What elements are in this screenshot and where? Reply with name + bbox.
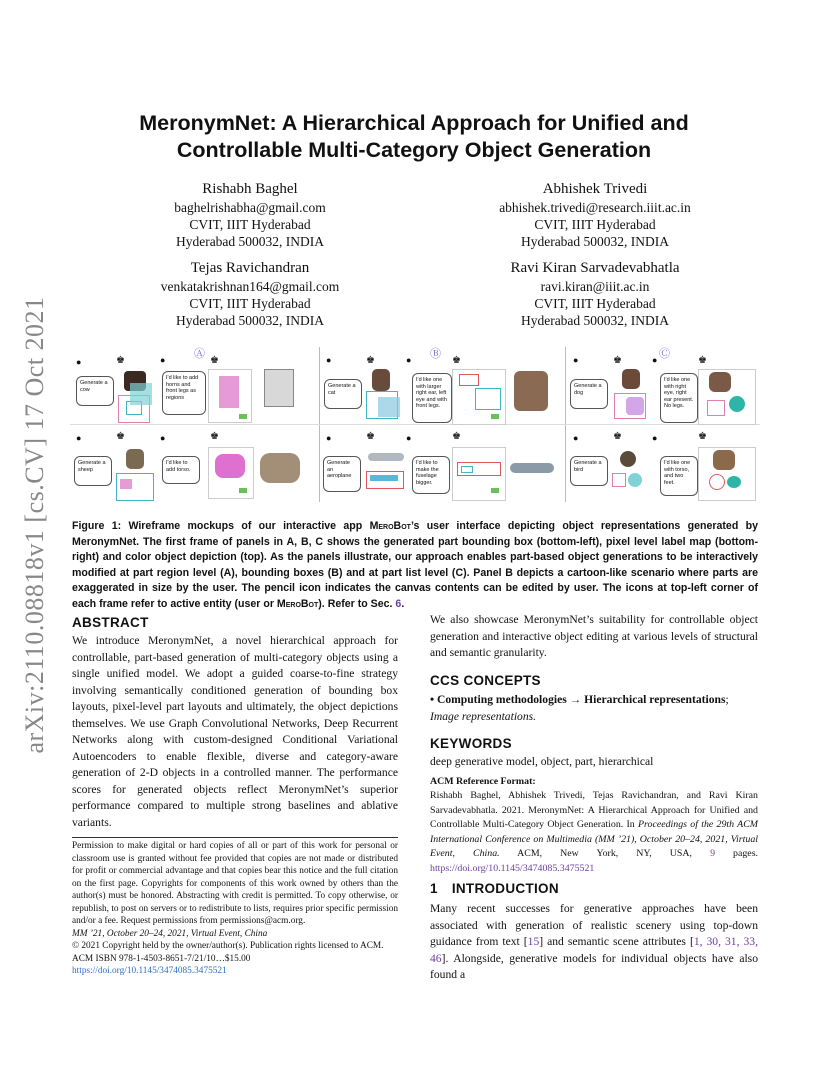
caption-text: ) and at part list level (	[338, 566, 456, 579]
arxiv-id: arXiv:2110.08818v1 [cs.CV] 17 Oct 2021	[20, 296, 49, 754]
caption-text: depicts a cartoon-like scenario where parts are exaggerated in size by the user. The pencil icon indicates the canvas contents can be edited by user. The icons at top-left corner of each frame refer to active entity (user or	[72, 566, 758, 610]
aeroplane-image	[368, 453, 404, 461]
intro-text: Many recent successes for generative approaches have been associated with generation of realistic scenery using top-down guidance from text [	[430, 902, 758, 948]
user-icon: ●	[326, 355, 332, 365]
robot-icon: ♚	[698, 431, 707, 442]
caption-text: ’s user interface depicting object representations generated by MeronymNet. The first frame of panels in	[72, 520, 758, 548]
label-map	[727, 476, 741, 488]
introduction-heading	[430, 881, 559, 896]
author-email: abhishek.trivedi@research.iiit.ac.in	[499, 200, 691, 215]
author-email: ravi.kiran@iiit.ac.in	[540, 279, 650, 294]
chat-bubble-edit: I'd like one with larger right ear, left eye and with front legs.	[412, 373, 452, 423]
footnote-block	[72, 840, 398, 978]
author-addr: Hyderabad 500032, INDIA	[520, 313, 670, 328]
caption-text: .	[401, 597, 405, 610]
user-icon: ●	[326, 433, 332, 443]
author-org: CVIT, IIIT Hyderabad	[189, 217, 311, 232]
chat-bubble-edit: I'd like one with right eye, right ear present. No legs.	[660, 373, 698, 423]
figure-caption	[72, 519, 758, 612]
panel-ref: B	[331, 566, 339, 579]
author-org: CVIT, IIIT Hyderabad	[534, 296, 656, 311]
citation-link[interactable]: 15	[527, 935, 540, 948]
frame-cat	[366, 369, 406, 421]
bbox-layout	[612, 473, 626, 487]
robot-icon: ♚	[613, 431, 622, 442]
ccs-rest: Image representations.	[430, 709, 537, 723]
pencil-icon	[239, 488, 247, 493]
abstract-heading: ABSTRACT	[72, 615, 149, 630]
part-region	[219, 376, 239, 408]
user-icon: ●	[406, 355, 412, 365]
user-icon: ●	[652, 433, 658, 443]
user-icon: ●	[406, 433, 412, 443]
acm-ref-heading: ACM Reference Format:	[430, 776, 536, 787]
chat-bubble-request: Generate an aeroplane	[323, 456, 361, 492]
user-icon: ●	[76, 433, 82, 443]
user-icon: ●	[573, 433, 579, 443]
label-map	[370, 475, 398, 481]
caption-text: ). Panel	[463, 566, 506, 579]
caption-text: ). Refer to Sec.	[318, 597, 396, 610]
aeroplane-output-image	[510, 463, 554, 473]
ccs-bullet: • Computing methodologies → Hierarchical representations	[430, 693, 726, 706]
user-icon: ●	[160, 355, 166, 365]
author-block-3	[130, 258, 370, 329]
dog-image	[709, 372, 731, 392]
label-map	[120, 479, 132, 489]
user-icon: ●	[76, 357, 82, 367]
label-map	[626, 397, 644, 415]
output-frame	[698, 447, 756, 501]
bbox-layout	[707, 400, 725, 416]
isbn-line: ACM ISBN 978-1-4503-8651-7/21/10…$15.00	[72, 953, 251, 964]
acm-ref-part: pages.	[715, 848, 759, 860]
author-block-1	[130, 179, 370, 250]
cat-output-image	[514, 371, 548, 411]
copyright-line: © 2021 Copyright held by the owner/author(s). Publication rights licensed to ACM.	[72, 941, 384, 951]
author-addr: Hyderabad 500032, INDIA	[175, 313, 325, 328]
chat-bubble-request: Generate a cat	[324, 379, 362, 409]
chat-bubble-request: Generate a cow	[76, 376, 114, 406]
figure-label: Figure 1:	[72, 520, 122, 532]
user-icon: ●	[652, 355, 658, 365]
label-map	[378, 397, 400, 417]
author-email: baghelrishabha@gmail.com	[174, 200, 326, 215]
ccs-concepts: • Computing methodologies → Hierarchical representations; Image representations.	[430, 692, 758, 725]
bird-image	[713, 450, 735, 470]
frame-sheep	[116, 447, 156, 501]
permission-notice: Permission to make digital or hard copies of all or part of this work for personal or classroom use is granted without fee provided that copies are not made or distributed for profit or commercial advantage and that copies bear this notice and the full citation on the first page. Copyrights for components of this work owned by others than the author(s) must be honored. Abstracting with credit is permitted. To copy otherwise, or republish, to post on servers or to redistribute to lists, requires prior specific permission and/or a fee. Request permissions from permissions@acm.org.	[72, 841, 398, 926]
section-link[interactable]: 6	[395, 597, 402, 610]
user-icon: ●	[573, 355, 579, 365]
label-map	[628, 473, 642, 487]
editable-canvas	[208, 369, 252, 423]
merobot-name: MeroBot	[276, 597, 319, 610]
panel-label-b: Ⓑ	[430, 347, 441, 360]
chat-bubble-edit: I'd like one with torso, and two feet.	[660, 456, 698, 496]
figure-divider	[70, 424, 760, 425]
sheep-output-image	[260, 453, 300, 483]
author-addr: Hyderabad 500032, INDIA	[520, 234, 670, 249]
merobot-name: MeroBot	[369, 520, 411, 532]
editable-canvas	[452, 369, 506, 425]
panel-label-a: Ⓐ	[194, 347, 205, 360]
panel-label-c: Ⓒ	[659, 347, 670, 360]
author-name: Rishabh Baghel	[202, 181, 298, 197]
panel-ref: B	[505, 566, 513, 579]
pages-link[interactable]: 9	[710, 848, 715, 860]
author-org: CVIT, IIIT Hyderabad	[534, 217, 656, 232]
caption-text: shows the generated part bounding box (bottom-left), pixel level label map (bottom-right) and color object depiction (top). As the panels illustrate, our approach enables part-based object generations to be interactively modified at part region level (	[72, 535, 758, 579]
acm-ref-text	[430, 789, 758, 877]
footnote-divider	[72, 837, 398, 838]
keywords-text: deep generative model, object, part, hierarchical	[430, 755, 654, 768]
bbox-layout	[709, 474, 725, 490]
bbox-layout	[461, 466, 473, 473]
chat-bubble-request: Generate a sheep	[74, 456, 112, 486]
author-name: Abhishek Trivedi	[542, 181, 648, 197]
pencil-icon	[491, 488, 499, 493]
author-block-2	[455, 179, 735, 250]
ccs-heading: CCS CONCEPTS	[430, 673, 541, 688]
cow-image	[264, 369, 294, 407]
panel-ref: C	[455, 566, 464, 579]
frame-bird	[612, 447, 652, 499]
robot-icon: ♚	[366, 355, 375, 366]
acm-ref-part: Rishabh Baghel, Abhishek Trivedi, Tejas Ravichandran, and Ravi Kiran Sarvadevabhatla. 2021. MeronymNet: A Hierarchical Approach for Unified and Controllable Multi-Category Object Generation. In	[430, 790, 758, 831]
title-line-1: MeronymNet: A Hierarchical Approach for Unified and	[139, 111, 689, 135]
intro-text: ] and semantic scene attributes [	[539, 935, 694, 948]
editable-canvas	[452, 447, 506, 501]
caption-text: ), bounding boxes (	[231, 566, 332, 579]
intro-paragraph: We also showcase MeronymNet’s suitability for controllable object generation and interactive object editing at various levels of structural and semantic granularity.	[430, 613, 758, 659]
caption-text: Wireframe mockups of our interactive app	[121, 520, 370, 532]
robot-icon: ♚	[366, 431, 375, 442]
title-line-2: Controllable Multi-Category Object Generation	[176, 138, 652, 162]
section-number: 1	[430, 881, 438, 896]
part-region	[215, 454, 245, 478]
chat-bubble-request: Generate a bird	[570, 456, 608, 486]
chat-bubble-edit: I'd like to add horns and front legs as regions	[162, 371, 206, 415]
introduction-text	[430, 901, 758, 984]
output-frame	[698, 369, 756, 425]
robot-icon: ♚	[210, 355, 219, 366]
author-email: venkatakrishnan164@gmail.com	[160, 279, 340, 294]
conference-line: MM ’21, October 20–24, 2021, Virtual Event, China	[72, 928, 268, 939]
arxiv-sidebar	[20, 290, 50, 760]
intro-text: ]. Alongside, generative models for individual objects have also found a	[430, 951, 758, 981]
author-org: CVIT, IIIT Hyderabad	[189, 296, 311, 311]
chat-bubble-edit: I'd like to add torso.	[162, 456, 200, 484]
user-icon: ●	[160, 433, 166, 443]
acm-ref-part: ACM, New York, NY, USA,	[499, 848, 711, 860]
chat-bubble-request: Generate a dog	[570, 379, 608, 409]
frame-dog	[612, 369, 652, 421]
section-title: INTRODUCTION	[451, 881, 559, 896]
author-block-4	[455, 258, 735, 329]
sheep-image	[126, 449, 144, 469]
figure-1	[70, 343, 760, 506]
robot-icon: ♚	[698, 355, 707, 366]
editable-canvas	[208, 447, 254, 499]
paper-title	[0, 110, 828, 164]
label-map	[130, 383, 152, 405]
keywords-heading: KEYWORDS	[430, 736, 512, 751]
abstract-text: We introduce MeronymNet, a novel hierarchical approach for controllable, part-based generation of multi-category objects using a single unified model. We adopt a guided coarse-to-fine strategy involving semantically conditioned generation of bounding box layouts, pixel-level part layouts and ultimately, the object depictions themselves. We use Graph Convolutional Networks, Deep Recurrent Networks along with custom-designed Conditional Variational Autoencoders to enable flexible, diverse and category-aware generation of 2-D objects in a controlled manner. The performance scores for generated objects reflect MeronymNet’s superior performance compared to multiple strong baselines and ablative variants.	[72, 634, 398, 829]
acm-ref-venue: Proceedings of the 29th ACM International Conference on Multimedia (MM ’21), October 20–24, 2021, Virtual Event, China.	[430, 819, 759, 860]
frame-aeroplane	[364, 447, 408, 501]
chat-bubble-edit: I'd like to make the fuselage bigger.	[412, 456, 450, 494]
robot-icon: ♚	[613, 355, 622, 366]
robot-icon: ♚	[452, 355, 461, 366]
bbox-layout	[459, 374, 479, 386]
acm-doi-link[interactable]: https://doi.org/10.1145/3474085.3475521	[430, 862, 595, 874]
bird-image	[620, 451, 636, 467]
pencil-icon	[239, 414, 247, 419]
cat-image	[372, 369, 390, 391]
robot-icon: ♚	[116, 355, 125, 366]
dog-image	[622, 369, 640, 389]
robot-icon: ♚	[210, 431, 219, 442]
citation-link[interactable]: 1, 30, 31, 33, 46	[430, 935, 758, 965]
author-name: Tejas Ravichandran	[190, 260, 310, 276]
robot-icon: ♚	[116, 431, 125, 442]
panel-ref: A	[223, 566, 232, 579]
label-map	[729, 396, 745, 412]
doi-link[interactable]: https://doi.org/10.1145/3474085.3475521	[72, 966, 227, 976]
author-name: Ravi Kiran Sarvadevabhatla	[510, 260, 680, 276]
cow-output-image	[260, 369, 296, 409]
robot-icon: ♚	[452, 431, 461, 442]
bbox-layout	[475, 388, 501, 410]
author-addr: Hyderabad 500032, INDIA	[175, 234, 325, 249]
panel-ref: A, B, C	[286, 535, 324, 548]
pencil-icon	[491, 414, 499, 419]
